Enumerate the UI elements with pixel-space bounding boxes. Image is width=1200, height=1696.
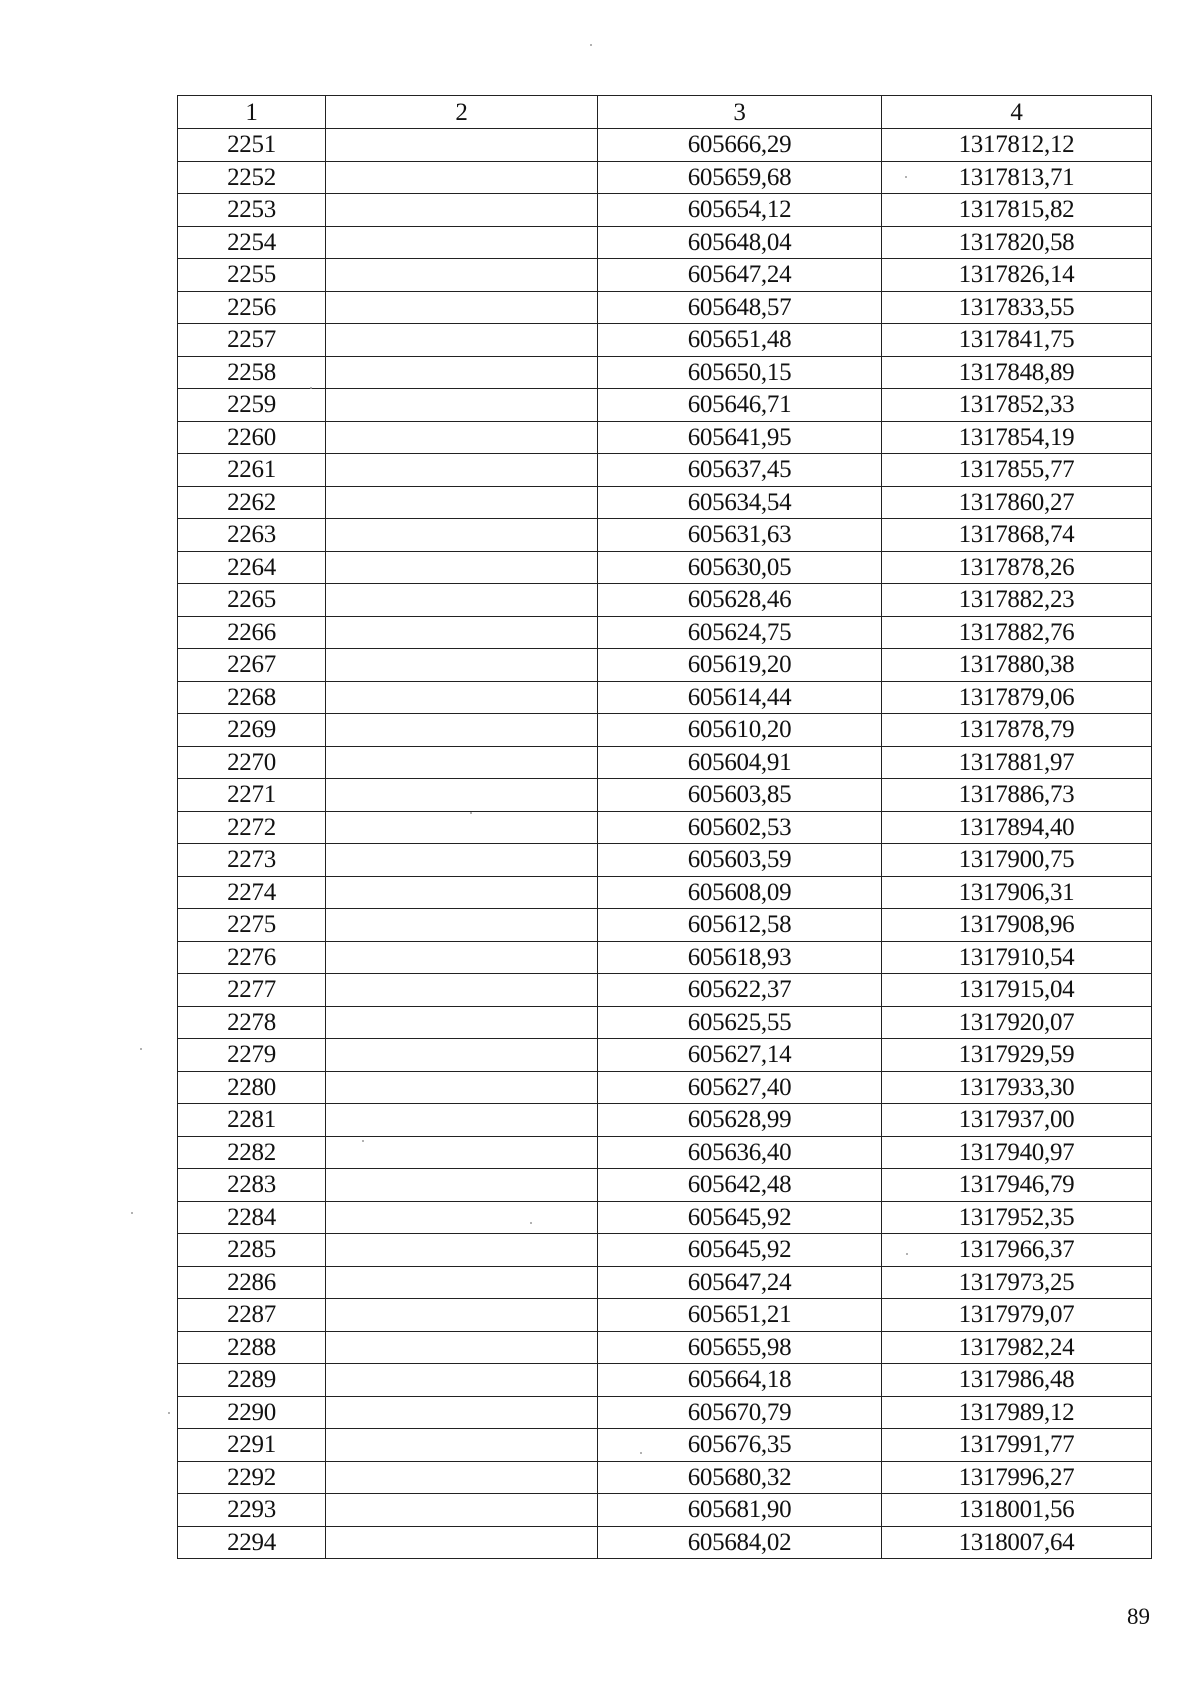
y-coordinate-cell: 1317996,27 bbox=[882, 1461, 1152, 1494]
name-cell bbox=[326, 1526, 598, 1559]
x-coordinate-cell: 605670,79 bbox=[598, 1396, 882, 1429]
y-coordinate-cell: 1317915,04 bbox=[882, 974, 1152, 1007]
x-coordinate-cell: 605650,15 bbox=[598, 356, 882, 389]
x-coordinate-cell: 605666,29 bbox=[598, 129, 882, 162]
point-number-cell: 2272 bbox=[178, 811, 326, 844]
y-coordinate-cell: 1317933,30 bbox=[882, 1071, 1152, 1104]
x-coordinate-cell: 605641,95 bbox=[598, 421, 882, 454]
table-row bbox=[178, 1201, 1152, 1234]
table-row bbox=[178, 1494, 1152, 1527]
name-cell bbox=[326, 1169, 598, 1202]
point-number-cell: 2256 bbox=[178, 291, 326, 324]
x-coordinate-cell: 605619,20 bbox=[598, 649, 882, 682]
point-number-cell: 2282 bbox=[178, 1136, 326, 1169]
name-cell bbox=[326, 519, 598, 552]
table-row bbox=[178, 291, 1152, 324]
name-cell bbox=[326, 1234, 598, 1267]
point-number-cell: 2290 bbox=[178, 1396, 326, 1429]
x-coordinate-cell: 605680,32 bbox=[598, 1461, 882, 1494]
name-cell bbox=[326, 259, 598, 292]
table-row bbox=[178, 551, 1152, 584]
name-cell bbox=[326, 551, 598, 584]
name-cell bbox=[326, 421, 598, 454]
x-coordinate-cell: 605651,48 bbox=[598, 324, 882, 357]
name-cell bbox=[326, 1429, 598, 1462]
table-row bbox=[178, 746, 1152, 779]
y-coordinate-cell: 1317882,76 bbox=[882, 616, 1152, 649]
table-body bbox=[178, 129, 1152, 1559]
point-number-cell: 2267 bbox=[178, 649, 326, 682]
table-row bbox=[178, 1266, 1152, 1299]
x-coordinate-cell: 605610,20 bbox=[598, 714, 882, 747]
name-cell bbox=[326, 941, 598, 974]
point-number-cell: 2271 bbox=[178, 779, 326, 812]
x-coordinate-cell: 605612,58 bbox=[598, 909, 882, 942]
x-coordinate-cell: 605647,24 bbox=[598, 1266, 882, 1299]
point-number-cell: 2279 bbox=[178, 1039, 326, 1072]
x-coordinate-cell: 605628,46 bbox=[598, 584, 882, 617]
x-coordinate-cell: 605645,92 bbox=[598, 1234, 882, 1267]
x-coordinate-cell: 605648,04 bbox=[598, 226, 882, 259]
point-number-cell: 2255 bbox=[178, 259, 326, 292]
table-row bbox=[178, 974, 1152, 1007]
table-row bbox=[178, 1071, 1152, 1104]
y-coordinate-cell: 1317833,55 bbox=[882, 291, 1152, 324]
table-row bbox=[178, 1006, 1152, 1039]
x-coordinate-cell: 605645,92 bbox=[598, 1201, 882, 1234]
point-number-cell: 2281 bbox=[178, 1104, 326, 1137]
table-row bbox=[178, 584, 1152, 617]
point-number-cell: 2292 bbox=[178, 1461, 326, 1494]
y-coordinate-cell: 1317855,77 bbox=[882, 454, 1152, 487]
point-number-cell: 2258 bbox=[178, 356, 326, 389]
x-coordinate-cell: 605676,35 bbox=[598, 1429, 882, 1462]
x-coordinate-cell: 605614,44 bbox=[598, 681, 882, 714]
name-cell bbox=[326, 356, 598, 389]
table-row bbox=[178, 681, 1152, 714]
table-row bbox=[178, 909, 1152, 942]
x-coordinate-cell: 605681,90 bbox=[598, 1494, 882, 1527]
name-cell bbox=[326, 714, 598, 747]
point-number-cell: 2254 bbox=[178, 226, 326, 259]
y-coordinate-cell: 1317826,14 bbox=[882, 259, 1152, 292]
name-cell bbox=[326, 486, 598, 519]
x-coordinate-cell: 605603,59 bbox=[598, 844, 882, 877]
table-row bbox=[178, 1104, 1152, 1137]
table-row bbox=[178, 161, 1152, 194]
name-cell bbox=[326, 909, 598, 942]
x-coordinate-cell: 605630,05 bbox=[598, 551, 882, 584]
scan-speck bbox=[905, 176, 907, 178]
x-coordinate-cell: 605646,71 bbox=[598, 389, 882, 422]
point-number-cell: 2287 bbox=[178, 1299, 326, 1332]
y-coordinate-cell: 1317878,26 bbox=[882, 551, 1152, 584]
table-header bbox=[178, 96, 1152, 129]
scan-speck bbox=[906, 1253, 908, 1255]
page-number: 89 bbox=[1127, 1604, 1150, 1629]
name-cell bbox=[326, 1071, 598, 1104]
x-coordinate-cell: 605634,54 bbox=[598, 486, 882, 519]
table-row bbox=[178, 194, 1152, 227]
point-number-cell: 2273 bbox=[178, 844, 326, 877]
y-coordinate-cell: 1317882,23 bbox=[882, 584, 1152, 617]
x-coordinate-cell: 605624,75 bbox=[598, 616, 882, 649]
x-coordinate-cell: 605625,55 bbox=[598, 1006, 882, 1039]
y-coordinate-cell: 1317812,12 bbox=[882, 129, 1152, 162]
column-header-3: 3 bbox=[598, 96, 882, 129]
point-number-cell: 2285 bbox=[178, 1234, 326, 1267]
x-coordinate-cell: 605628,99 bbox=[598, 1104, 882, 1137]
point-number-cell: 2276 bbox=[178, 941, 326, 974]
name-cell bbox=[326, 1331, 598, 1364]
x-coordinate-cell: 605618,93 bbox=[598, 941, 882, 974]
y-coordinate-cell: 1317815,82 bbox=[882, 194, 1152, 227]
point-number-cell: 2252 bbox=[178, 161, 326, 194]
name-cell bbox=[326, 1364, 598, 1397]
name-cell bbox=[326, 226, 598, 259]
y-coordinate-cell: 1317881,97 bbox=[882, 746, 1152, 779]
name-cell bbox=[326, 1104, 598, 1137]
y-coordinate-cell: 1317973,25 bbox=[882, 1266, 1152, 1299]
point-number-cell: 2261 bbox=[178, 454, 326, 487]
y-coordinate-cell: 1317940,97 bbox=[882, 1136, 1152, 1169]
table-row bbox=[178, 1396, 1152, 1429]
point-number-cell: 2289 bbox=[178, 1364, 326, 1397]
x-coordinate-cell: 605631,63 bbox=[598, 519, 882, 552]
x-coordinate-cell: 605627,14 bbox=[598, 1039, 882, 1072]
point-number-cell: 2274 bbox=[178, 876, 326, 909]
y-coordinate-cell: 1317868,74 bbox=[882, 519, 1152, 552]
x-coordinate-cell: 605608,09 bbox=[598, 876, 882, 909]
y-coordinate-cell: 1317852,33 bbox=[882, 389, 1152, 422]
name-cell bbox=[326, 194, 598, 227]
point-number-cell: 2259 bbox=[178, 389, 326, 422]
y-coordinate-cell: 1317952,35 bbox=[882, 1201, 1152, 1234]
table-row bbox=[178, 1169, 1152, 1202]
y-coordinate-cell: 1317886,73 bbox=[882, 779, 1152, 812]
table-row bbox=[178, 1364, 1152, 1397]
y-coordinate-cell: 1318007,64 bbox=[882, 1526, 1152, 1559]
name-cell bbox=[326, 1494, 598, 1527]
point-number-cell: 2251 bbox=[178, 129, 326, 162]
scan-speck bbox=[530, 1222, 532, 1224]
point-number-cell: 2275 bbox=[178, 909, 326, 942]
point-number-cell: 2262 bbox=[178, 486, 326, 519]
x-coordinate-cell: 605603,85 bbox=[598, 779, 882, 812]
y-coordinate-cell: 1317920,07 bbox=[882, 1006, 1152, 1039]
table-row bbox=[178, 129, 1152, 162]
column-header-2: 2 bbox=[326, 96, 598, 129]
name-cell bbox=[326, 324, 598, 357]
coordinates-table bbox=[177, 95, 1152, 1559]
name-cell bbox=[326, 1201, 598, 1234]
name-cell bbox=[326, 1266, 598, 1299]
table-row bbox=[178, 1039, 1152, 1072]
table-row bbox=[178, 811, 1152, 844]
y-coordinate-cell: 1317908,96 bbox=[882, 909, 1152, 942]
x-coordinate-cell: 605637,45 bbox=[598, 454, 882, 487]
y-coordinate-cell: 1317900,75 bbox=[882, 844, 1152, 877]
name-cell bbox=[326, 876, 598, 909]
x-coordinate-cell: 605636,40 bbox=[598, 1136, 882, 1169]
point-number-cell: 2270 bbox=[178, 746, 326, 779]
x-coordinate-cell: 605647,24 bbox=[598, 259, 882, 292]
table-row bbox=[178, 519, 1152, 552]
point-number-cell: 2264 bbox=[178, 551, 326, 584]
x-coordinate-cell: 605622,37 bbox=[598, 974, 882, 1007]
point-number-cell: 2284 bbox=[178, 1201, 326, 1234]
name-cell bbox=[326, 844, 598, 877]
name-cell bbox=[326, 974, 598, 1007]
y-coordinate-cell: 1317854,19 bbox=[882, 421, 1152, 454]
scan-speck bbox=[640, 1452, 642, 1454]
column-header-1: 1 bbox=[178, 96, 326, 129]
scan-speck bbox=[168, 1412, 170, 1414]
name-cell bbox=[326, 454, 598, 487]
point-number-cell: 2280 bbox=[178, 1071, 326, 1104]
x-coordinate-cell: 605602,53 bbox=[598, 811, 882, 844]
y-coordinate-cell: 1317937,00 bbox=[882, 1104, 1152, 1137]
point-number-cell: 2283 bbox=[178, 1169, 326, 1202]
table-row bbox=[178, 941, 1152, 974]
y-coordinate-cell: 1317982,24 bbox=[882, 1331, 1152, 1364]
x-coordinate-cell: 605627,40 bbox=[598, 1071, 882, 1104]
header-row bbox=[178, 96, 1152, 129]
name-cell bbox=[326, 129, 598, 162]
name-cell bbox=[326, 616, 598, 649]
point-number-cell: 2291 bbox=[178, 1429, 326, 1462]
y-coordinate-cell: 1317986,48 bbox=[882, 1364, 1152, 1397]
name-cell bbox=[326, 1039, 598, 1072]
name-cell bbox=[326, 681, 598, 714]
scan-speck bbox=[140, 1048, 142, 1050]
y-coordinate-cell: 1317910,54 bbox=[882, 941, 1152, 974]
scan-speck bbox=[131, 1212, 133, 1214]
table-row bbox=[178, 389, 1152, 422]
y-coordinate-cell: 1317946,79 bbox=[882, 1169, 1152, 1202]
name-cell bbox=[326, 584, 598, 617]
table-row bbox=[178, 779, 1152, 812]
table-row bbox=[178, 454, 1152, 487]
scan-speck bbox=[310, 387, 312, 389]
y-coordinate-cell: 1317991,77 bbox=[882, 1429, 1152, 1462]
x-coordinate-cell: 605648,57 bbox=[598, 291, 882, 324]
point-number-cell: 2294 bbox=[178, 1526, 326, 1559]
x-coordinate-cell: 605655,98 bbox=[598, 1331, 882, 1364]
table-row bbox=[178, 421, 1152, 454]
table-row bbox=[178, 714, 1152, 747]
point-number-cell: 2268 bbox=[178, 681, 326, 714]
y-coordinate-cell: 1318001,56 bbox=[882, 1494, 1152, 1527]
table-row bbox=[178, 1299, 1152, 1332]
y-coordinate-cell: 1317848,89 bbox=[882, 356, 1152, 389]
y-coordinate-cell: 1317878,79 bbox=[882, 714, 1152, 747]
table-row bbox=[178, 844, 1152, 877]
name-cell bbox=[326, 1461, 598, 1494]
y-coordinate-cell: 1317820,58 bbox=[882, 226, 1152, 259]
name-cell bbox=[326, 811, 598, 844]
y-coordinate-cell: 1317860,27 bbox=[882, 486, 1152, 519]
table-row bbox=[178, 1234, 1152, 1267]
y-coordinate-cell: 1317979,07 bbox=[882, 1299, 1152, 1332]
table-row bbox=[178, 616, 1152, 649]
x-coordinate-cell: 605664,18 bbox=[598, 1364, 882, 1397]
table-row bbox=[178, 324, 1152, 357]
scan-speck bbox=[362, 1140, 364, 1142]
point-number-cell: 2253 bbox=[178, 194, 326, 227]
x-coordinate-cell: 605604,91 bbox=[598, 746, 882, 779]
table-row bbox=[178, 356, 1152, 389]
table-row bbox=[178, 486, 1152, 519]
y-coordinate-cell: 1317841,75 bbox=[882, 324, 1152, 357]
table-row bbox=[178, 259, 1152, 292]
point-number-cell: 2286 bbox=[178, 1266, 326, 1299]
x-coordinate-cell: 605659,68 bbox=[598, 161, 882, 194]
name-cell bbox=[326, 389, 598, 422]
table-row bbox=[178, 1331, 1152, 1364]
point-number-cell: 2265 bbox=[178, 584, 326, 617]
name-cell bbox=[326, 1136, 598, 1169]
y-coordinate-cell: 1317989,12 bbox=[882, 1396, 1152, 1429]
point-number-cell: 2269 bbox=[178, 714, 326, 747]
table-row bbox=[178, 876, 1152, 909]
table-row bbox=[178, 1429, 1152, 1462]
table-row bbox=[178, 1461, 1152, 1494]
column-header-4: 4 bbox=[882, 96, 1152, 129]
y-coordinate-cell: 1317894,40 bbox=[882, 811, 1152, 844]
name-cell bbox=[326, 1006, 598, 1039]
point-number-cell: 2257 bbox=[178, 324, 326, 357]
y-coordinate-cell: 1317929,59 bbox=[882, 1039, 1152, 1072]
name-cell bbox=[326, 291, 598, 324]
name-cell bbox=[326, 649, 598, 682]
table-row bbox=[178, 1136, 1152, 1169]
scan-speck bbox=[470, 812, 472, 814]
y-coordinate-cell: 1317966,37 bbox=[882, 1234, 1152, 1267]
x-coordinate-cell: 605651,21 bbox=[598, 1299, 882, 1332]
point-number-cell: 2293 bbox=[178, 1494, 326, 1527]
y-coordinate-cell: 1317880,38 bbox=[882, 649, 1152, 682]
point-number-cell: 2278 bbox=[178, 1006, 326, 1039]
table-row bbox=[178, 1526, 1152, 1559]
scan-speck bbox=[590, 44, 592, 46]
x-coordinate-cell: 605684,02 bbox=[598, 1526, 882, 1559]
table-row bbox=[178, 226, 1152, 259]
point-number-cell: 2266 bbox=[178, 616, 326, 649]
point-number-cell: 2260 bbox=[178, 421, 326, 454]
x-coordinate-cell: 605642,48 bbox=[598, 1169, 882, 1202]
y-coordinate-cell: 1317879,06 bbox=[882, 681, 1152, 714]
point-number-cell: 2263 bbox=[178, 519, 326, 552]
y-coordinate-cell: 1317813,71 bbox=[882, 161, 1152, 194]
point-number-cell: 2288 bbox=[178, 1331, 326, 1364]
name-cell bbox=[326, 779, 598, 812]
name-cell bbox=[326, 1396, 598, 1429]
name-cell bbox=[326, 1299, 598, 1332]
name-cell bbox=[326, 746, 598, 779]
name-cell bbox=[326, 161, 598, 194]
table-row bbox=[178, 649, 1152, 682]
x-coordinate-cell: 605654,12 bbox=[598, 194, 882, 227]
point-number-cell: 2277 bbox=[178, 974, 326, 1007]
y-coordinate-cell: 1317906,31 bbox=[882, 876, 1152, 909]
